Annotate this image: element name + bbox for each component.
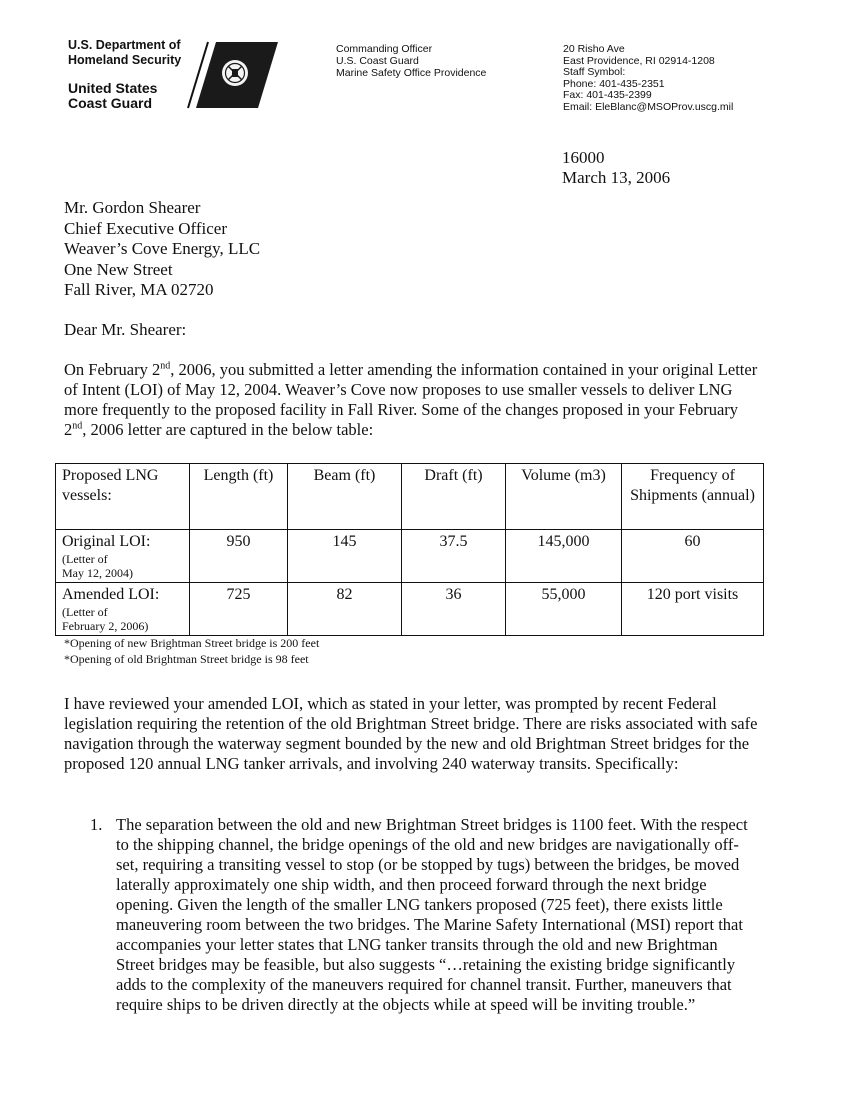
table-row bbox=[56, 530, 764, 583]
recipient-line-2: Chief Executive Officer bbox=[64, 218, 228, 238]
row-sublabel-2: May 12, 2004) bbox=[62, 566, 133, 580]
row-label-cell bbox=[56, 583, 190, 636]
list-item-number: 1. bbox=[90, 815, 103, 834]
row-sublabel-1: (Letter of bbox=[62, 552, 108, 566]
row-label-cell bbox=[56, 530, 190, 583]
note-old-bridge: *Opening of old Brightman Street bridge is 98 feet bbox=[64, 652, 309, 666]
cell-volume: 145,000 bbox=[506, 530, 622, 583]
department-name bbox=[68, 38, 181, 68]
header-volume: Volume (m3) bbox=[506, 464, 622, 530]
row-label: Original LOI: bbox=[62, 533, 151, 550]
ordinal-suffix: nd bbox=[160, 360, 171, 372]
address-block bbox=[563, 44, 733, 113]
paragraph-1-part-c: , 2006 letter are captured in the below table: bbox=[82, 420, 374, 439]
coast-guard-line-1: United States bbox=[68, 80, 158, 96]
coast-guard-name bbox=[68, 81, 157, 111]
address-line-6: Email: EleBlanc@MSOProv.uscg.mil bbox=[563, 100, 734, 113]
table-notes bbox=[64, 635, 319, 667]
co-line-3: Marine Safety Office Providence bbox=[336, 67, 487, 79]
address-line-5: Fax: 401-435-2399 bbox=[563, 89, 652, 101]
header-vessels: Proposed LNG vessels: bbox=[56, 464, 190, 530]
header-beam: Beam (ft) bbox=[288, 464, 402, 530]
cell-draft: 37.5 bbox=[402, 530, 506, 583]
recipient-line-3: Weaver’s Cove Energy, LLC bbox=[64, 239, 261, 258]
paragraph-1-part-b: , 2006, you submitted a letter amending the information contained in your original Letter of Intent (LOI) of May 12, 2004. Weaver’s Cove now proposes to use smaller vessels to deliver LNG more frequently to the proposed facility in Fall River. Some of the changes proposed in your February 2 bbox=[64, 360, 758, 439]
coast-guard-seal-logo bbox=[186, 40, 278, 110]
header-length: Length (ft) bbox=[190, 464, 288, 530]
commanding-officer-block bbox=[336, 43, 486, 79]
paragraph-2: I have reviewed your amended LOI, which as stated in your letter, was prompted by recent Federal legislation requiring the retention of the old Brightman Street bridge. There are risks associated with safe navigation through the waterway segment bounded by the new and old Brightman Street bridges for the proposed 120 annual LNG tanker arrivals, and involving 240 waterway transits. Specifically: bbox=[64, 694, 758, 773]
reference-block bbox=[562, 148, 670, 188]
cell-volume: 55,000 bbox=[506, 583, 622, 636]
table-header-row bbox=[56, 464, 764, 530]
address-line-2: East Providence, RI 02914-1208 bbox=[563, 54, 715, 67]
address-line-3: Staff Symbol: bbox=[563, 66, 626, 78]
salutation: Dear Mr. Shearer: bbox=[64, 320, 187, 339]
ssic-code: 16000 bbox=[562, 148, 605, 167]
recipient-line-1: Mr. Gordon Shearer bbox=[64, 198, 201, 217]
department-line-1: U.S. Department of bbox=[68, 38, 181, 52]
coast-guard-line-2: Coast Guard bbox=[68, 95, 153, 111]
address-line-1: 20 Risho Ave bbox=[563, 43, 625, 55]
paragraph-1 bbox=[64, 360, 764, 440]
cell-frequency: 120 port visits bbox=[622, 583, 764, 636]
row-sublabel-1: (Letter of bbox=[62, 605, 108, 619]
table-row bbox=[56, 583, 764, 636]
header-frequency: Frequency of Shipments (annual) bbox=[622, 464, 764, 530]
recipient-line-5: Fall River, MA 02720 bbox=[64, 280, 214, 299]
cell-draft: 36 bbox=[402, 583, 506, 636]
cell-frequency: 60 bbox=[622, 530, 764, 583]
cell-length: 725 bbox=[190, 583, 288, 636]
row-sublabel-2: February 2, 2006) bbox=[62, 619, 149, 633]
co-line-2: U.S. Coast Guard bbox=[336, 55, 419, 67]
cell-beam: 82 bbox=[288, 583, 402, 636]
logo-shield bbox=[232, 69, 238, 77]
list-item: The separation between the old and new Brightman Street bridges is 1100 feet. With the respect to the shipping channel, the bridge openings of the old and new bridges are navigationally off-set, requiring a transiting vessel to stop (or be stopped by tugs) between the bridges, be moved laterally approximately one ship width, and then proceed forward through the next bridge opening. Given the length of the smaller LNG tankers proposed (725 feet), there exists little maneuvering room between the two bridges. The Marine Safety International (MSI) report that accompanies your letter states that LNG tanker transits through the old and new Brightman Street bridges may be feasible, but also suggests “…retaining the existing bridge significantly adds to the complexity of the maneuvers required for channel transit. Further, maneuvers that require ships to be driven directly at the objects while at speed will be inviting trouble.” bbox=[116, 815, 748, 1014]
paragraph-1-part-a: On February 2 bbox=[64, 360, 161, 379]
recipient-line-4: One New Street bbox=[64, 259, 173, 279]
ordinal-suffix: nd bbox=[72, 420, 83, 432]
cell-length: 950 bbox=[190, 530, 288, 583]
recipient-address bbox=[64, 198, 260, 301]
co-line-1: Commanding Officer bbox=[336, 43, 433, 55]
address-line-4: Phone: 401-435-2351 bbox=[563, 77, 665, 90]
letter-date: March 13, 2006 bbox=[562, 168, 671, 187]
lng-vessel-table bbox=[55, 463, 764, 636]
note-new-bridge: *Opening of new Brightman Street bridge is 200 feet bbox=[64, 636, 320, 650]
header-draft: Draft (ft) bbox=[402, 464, 506, 530]
cell-beam: 145 bbox=[288, 530, 402, 583]
department-line-2: Homeland Security bbox=[68, 53, 182, 67]
row-label: Amended LOI: bbox=[62, 586, 160, 603]
